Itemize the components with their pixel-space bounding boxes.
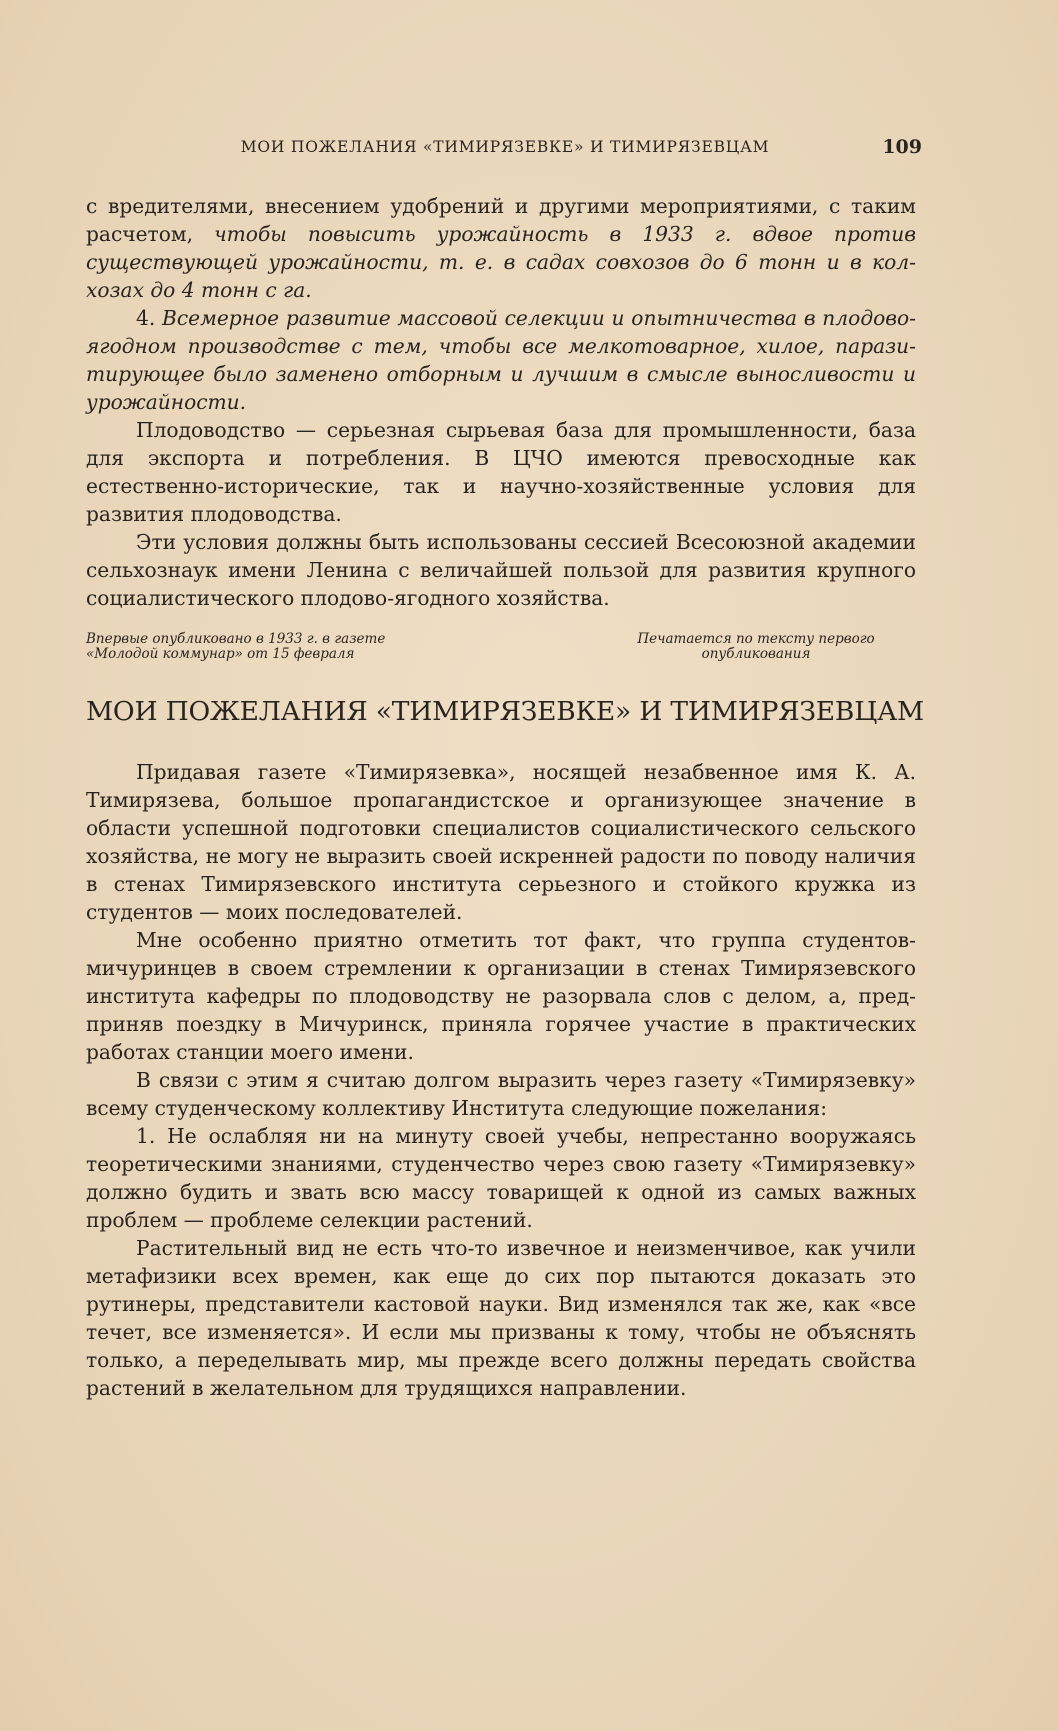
publication-note: [86, 632, 506, 662]
paragraph: Растительный вид не есть что-то извечное и неизменчивое, как учили метафизики всех времен, как еще до сих пор пытаются доказать это рутинеры, представители кастовой науки. Вид изменялся так же, как «все течет, все изменяется». И если мы призваны к тому, чтобы не объяснять только, а переделывать мир, мы прежде всего должны передать свойства растений в желательном для трудящихся направлении.: [86, 1236, 916, 1400]
continuation-text: [86, 192, 916, 612]
page-number: 109: [882, 136, 922, 158]
source-notes: [86, 632, 916, 666]
note-line: Печатается по тексту первого: [637, 631, 875, 647]
article-body: [86, 758, 916, 1402]
point-number: 4.: [136, 306, 163, 330]
italic-emphasis: чтобы повысить урожайность в 1933 г. вдвое против существующей урожайности, т. е. в садах совхозов до 6 тонн и в колхозах до 4 тонн с га.: [86, 222, 916, 302]
italic-emphasis: Всемерное развитие массовой селекции и опытничества в плодовоягодном производстве с тем, чтобы все мелкотоварное, хилое, паразитирующее было заменено отборным и лучшим в смысле выносливости и урожайности.: [86, 306, 916, 414]
note-line: опубликования: [701, 646, 811, 662]
paragraph: 1. Не ослабляя ни на минуту своей учебы, непрестанно вооружаясь теоретическими знаниями, студенчество через свою газету «Тимирязевку» должно будить и звать всю массу товарищей к одной из самых важных проблем — проблеме селекции растений.: [86, 1124, 916, 1232]
paragraph: В связи с этим я считаю долгом выразить через газету «Тимирязевку» всему студенческому коллективу Института следующие пожелания:: [86, 1068, 916, 1120]
paragraph: Придавая газете «Тимирязевка», носящей незабвенное имя К. А. Тимирязева, большое пропагандистское и организующее значение в области успешной подготовки специалистов социалистического сельского хозяйства, не могу не выразить своей искренней радости по поводу наличия в стенах Тимирязевского института серьезного и стойкого кружка из студентов — моих последователей.: [86, 760, 916, 924]
running-header: [88, 138, 922, 164]
paragraph-continued: [86, 192, 916, 304]
paragraph: Мне особенно приятно отметить тот факт, что группа студентов-мичуринцев в своем стремлении к организации в стенах Тимирязевского института кафедры по плодоводству не разорвала слов с делом, а, предприняв поездку в Мичуринск, приняла горячее участие в практических работах станции моего имени.: [86, 928, 916, 1064]
note-line: Впервые опубликовано в 1933 г. в газете: [86, 631, 386, 647]
article-title: МОИ ПОЖЕЛАНИЯ «ТИМИРЯЗЕВКЕ» И ТИМИРЯЗЕВЦАМ: [86, 696, 924, 727]
note-line: «Молодой коммунар» от 15 февраля: [86, 646, 355, 662]
running-title: МОИ ПОЖЕЛАНИЯ «ТИМИРЯЗЕВКЕ» И ТИМИРЯЗЕВЦАМ: [240, 138, 770, 156]
paragraph: Плодоводство — серьезная сырьевая база для промышленности, база для экспорта и потребления. В ЦЧО имеются превосходные как естественно-исторические, так и научно-хозяйственные условия для развития плодоводства.: [86, 418, 916, 526]
print-source-note: [596, 632, 916, 662]
paragraph-lead: с вредителями, внесением удобрений и другими мероприятиями, с таким расчетом,: [86, 194, 916, 246]
paragraph: Эти условия должны быть использованы сессией Всесоюзной академии сельхознаук имени Ленина с величайшей пользой для развития крупного социалистического плодово-ягодного хозяйства.: [86, 530, 916, 610]
paragraph-point-4: [86, 304, 916, 416]
